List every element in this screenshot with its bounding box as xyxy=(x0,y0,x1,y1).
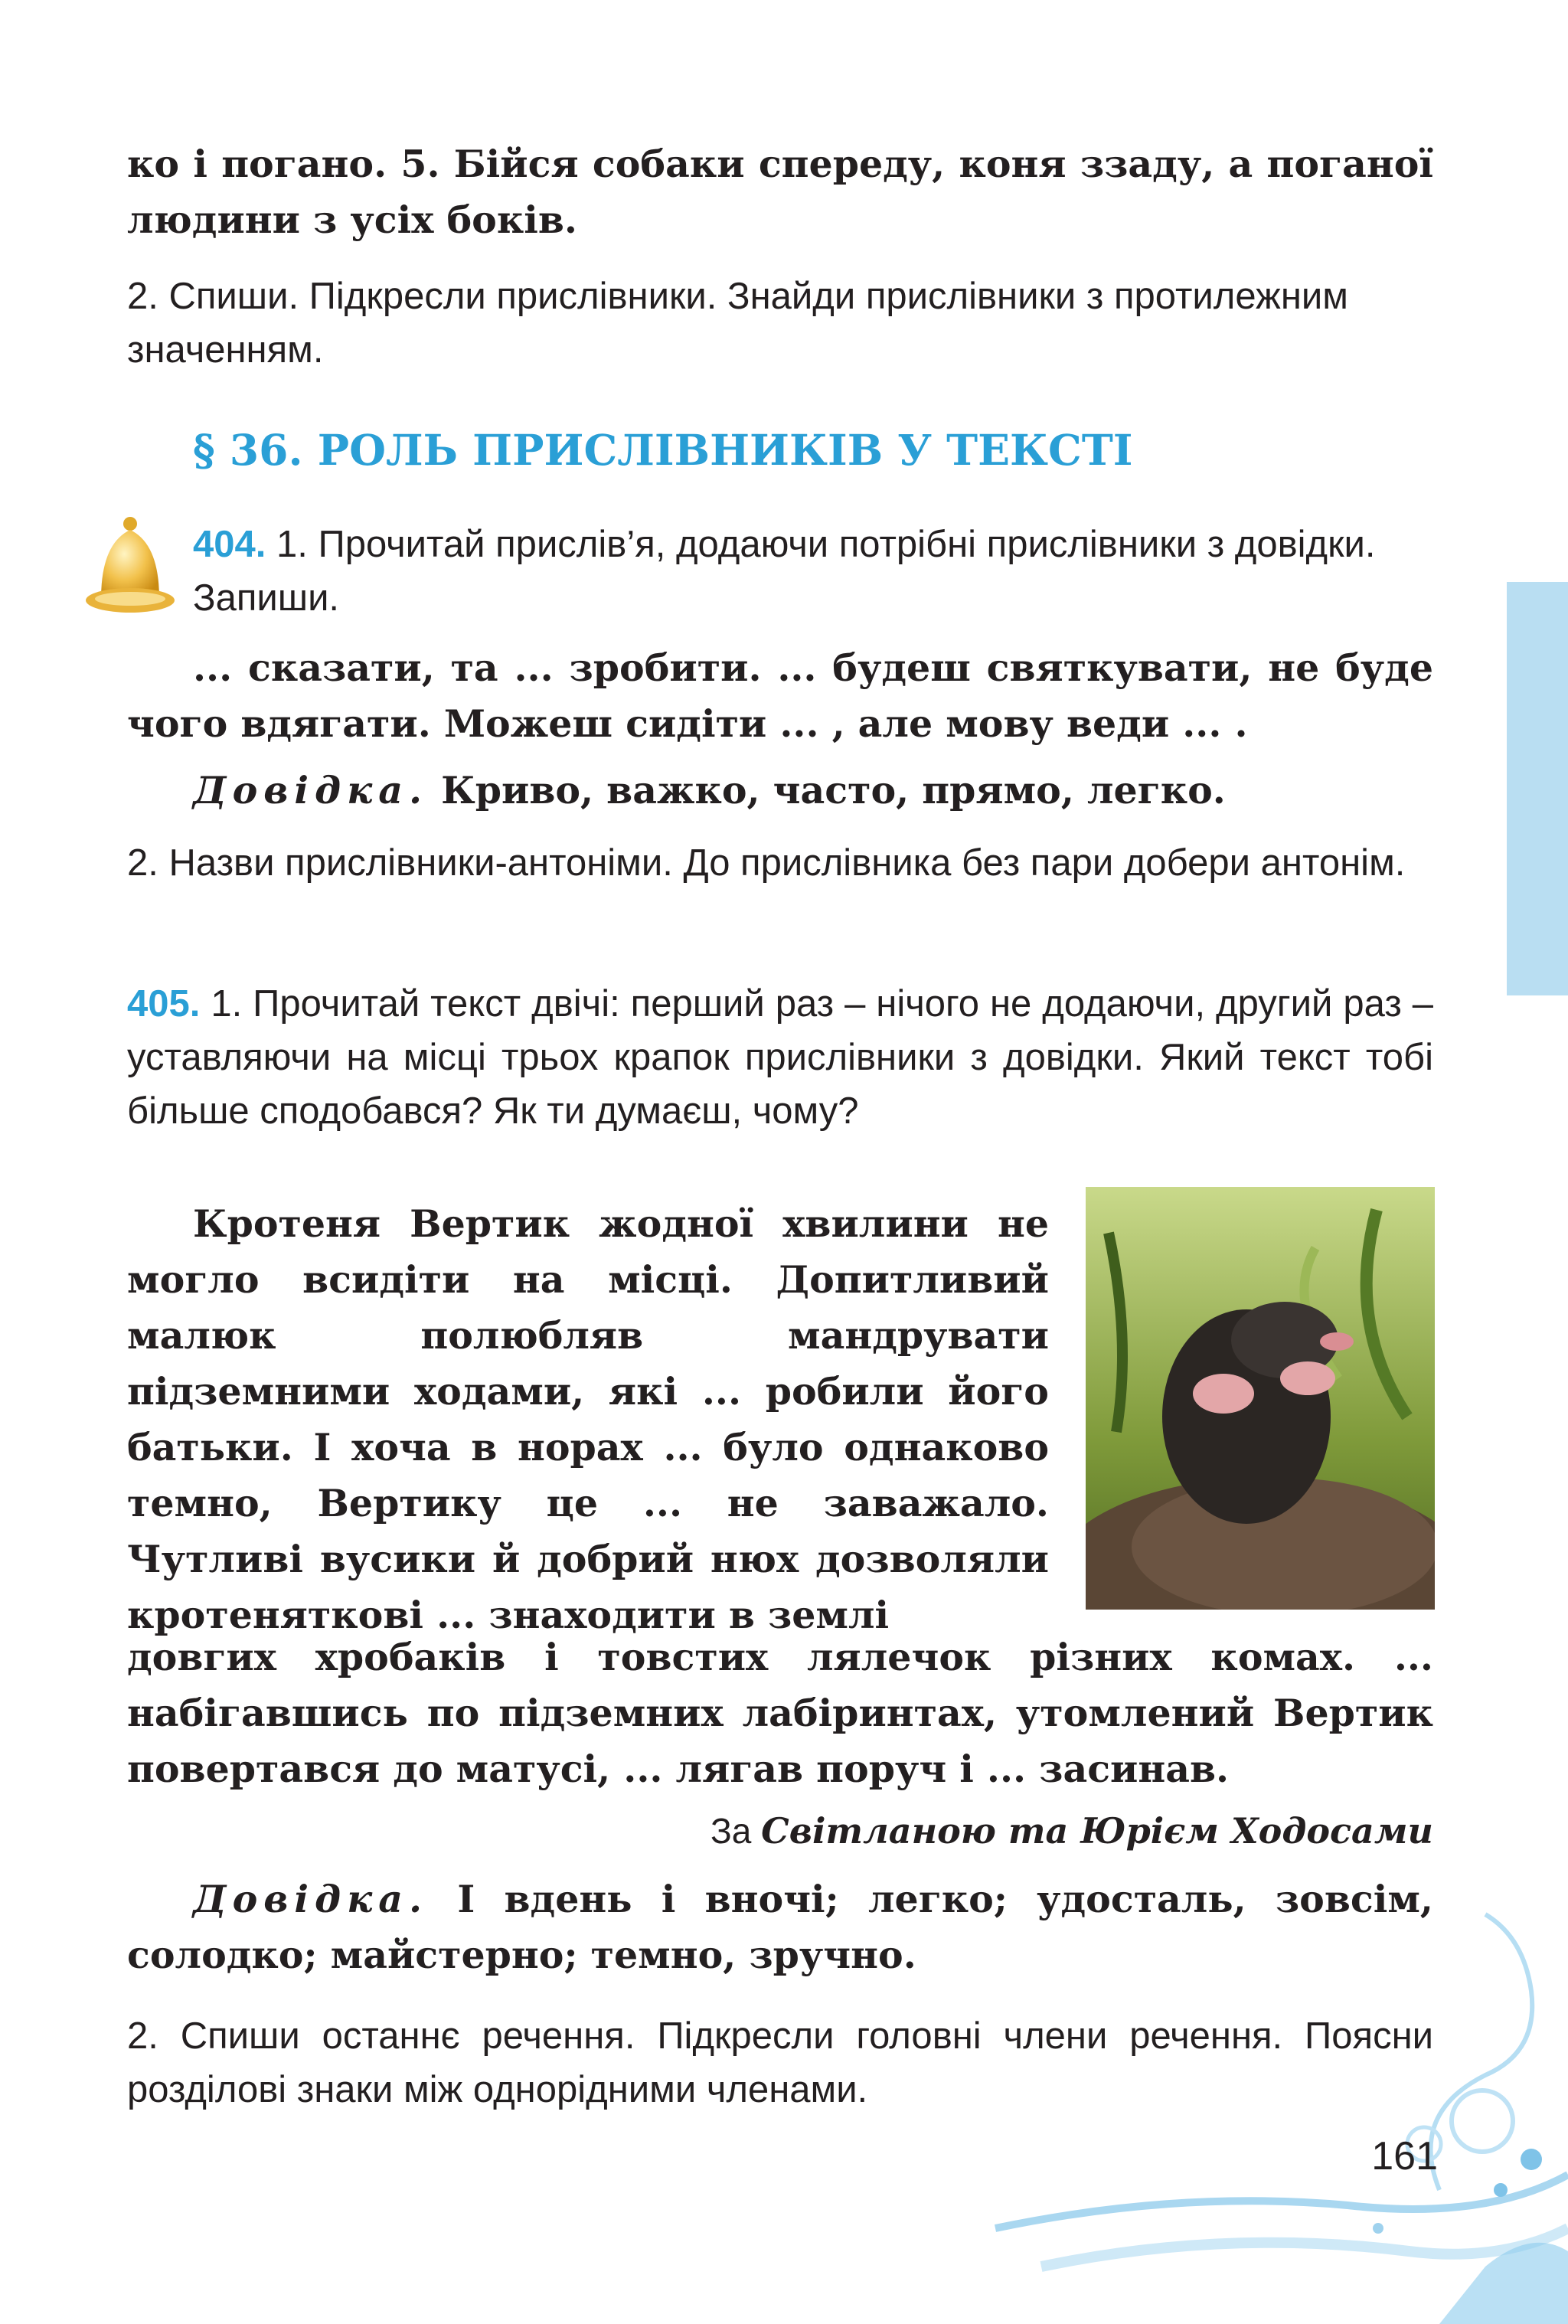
story-text-full-width: довгих хробаків і товстих лялечок різних комах. ... набігавшись по підземних лабіринтах, утомлений Вертик повертався до матусі, ... лягав поруч і ... засинав. xyxy=(127,1635,1433,1791)
attribution-prefix: За xyxy=(710,1811,762,1851)
exercise-405-task-2: 2. Спиши останнє речення. Підкресли головні члени речення. Поясни розділові знаки між однорідними членами. xyxy=(127,2015,1433,2110)
exercise-404-text: ... сказати, та ... зробити. ... будеш святкувати, не буде чого вдягати. Можеш сидіти ... , але мову веди ... . xyxy=(127,646,1433,746)
exercise-405-instruction: 1. Прочитай текст двічі: перший раз – нічого не додаючи, другий раз – уставляючи на місці трьох крапок прислівники з довідки. Який текст тобі більше сподобався? Як ти думаєш, чому? xyxy=(127,983,1433,1132)
reference-words: І вдень і вночі; легко; удосталь, зовсім, солодко; майстерно; темно, зручно. xyxy=(127,1877,1433,1977)
mole-photo xyxy=(1086,1187,1435,1610)
story-text-beside-image: Кротеня Вертик жодної хвилини не могло всидіти на місці. Допитливий малюк полюбляв мандрувати підземними ходами, які ... робили його батьки. І хоча в норах ... було однаково темно, Вертику це ... не заважало. Чутливі вусики й добрий нюх дозволяли кротеняткові ... знаходити в землі xyxy=(127,1201,1049,1637)
page-number: 161 xyxy=(1371,2134,1438,2179)
exercise-number-404: 404. xyxy=(193,524,266,565)
exercise-404-task-1 xyxy=(193,518,1433,625)
bell-icon xyxy=(70,513,185,628)
decorative-swirl xyxy=(949,1868,1568,2324)
exercise-405-task-1 xyxy=(127,977,1433,1138)
attribution xyxy=(127,1806,1433,1856)
exercise-404-instruction: 1. Прочитай прислів’я, додаючи потрібні прислівники з довідки. Запиши. xyxy=(193,524,1376,619)
exercise-number-405: 405. xyxy=(127,983,201,1025)
proverb-continuation: ко і погано. 5. Бійся собаки спереду, коня ззаду, а поганої людини з усіх боків. xyxy=(127,142,1433,242)
reference-label: Довідка. xyxy=(193,1877,429,1921)
chapter-tab xyxy=(1507,582,1568,995)
exercise-404-reference xyxy=(127,763,1433,819)
reference-label: Довідка. xyxy=(193,768,429,812)
exercise-404-task-2: 2. Назви прислівники-антоніми. До прислівника без пари добери антонім. xyxy=(127,842,1406,884)
attribution-authors: Світланою та Юрієм Ходосами xyxy=(761,1810,1433,1852)
reference-words: Криво, важко, часто, прямо, легко. xyxy=(428,768,1226,812)
section-title: § 36. РОЛЬ ПРИСЛІВНИКІВ У ТЕКСТІ xyxy=(193,425,1133,475)
task-2-copy-adverbs: 2. Спиши. Підкресли прислівники. Знайди прислівники з протилежним значенням. xyxy=(127,276,1348,371)
